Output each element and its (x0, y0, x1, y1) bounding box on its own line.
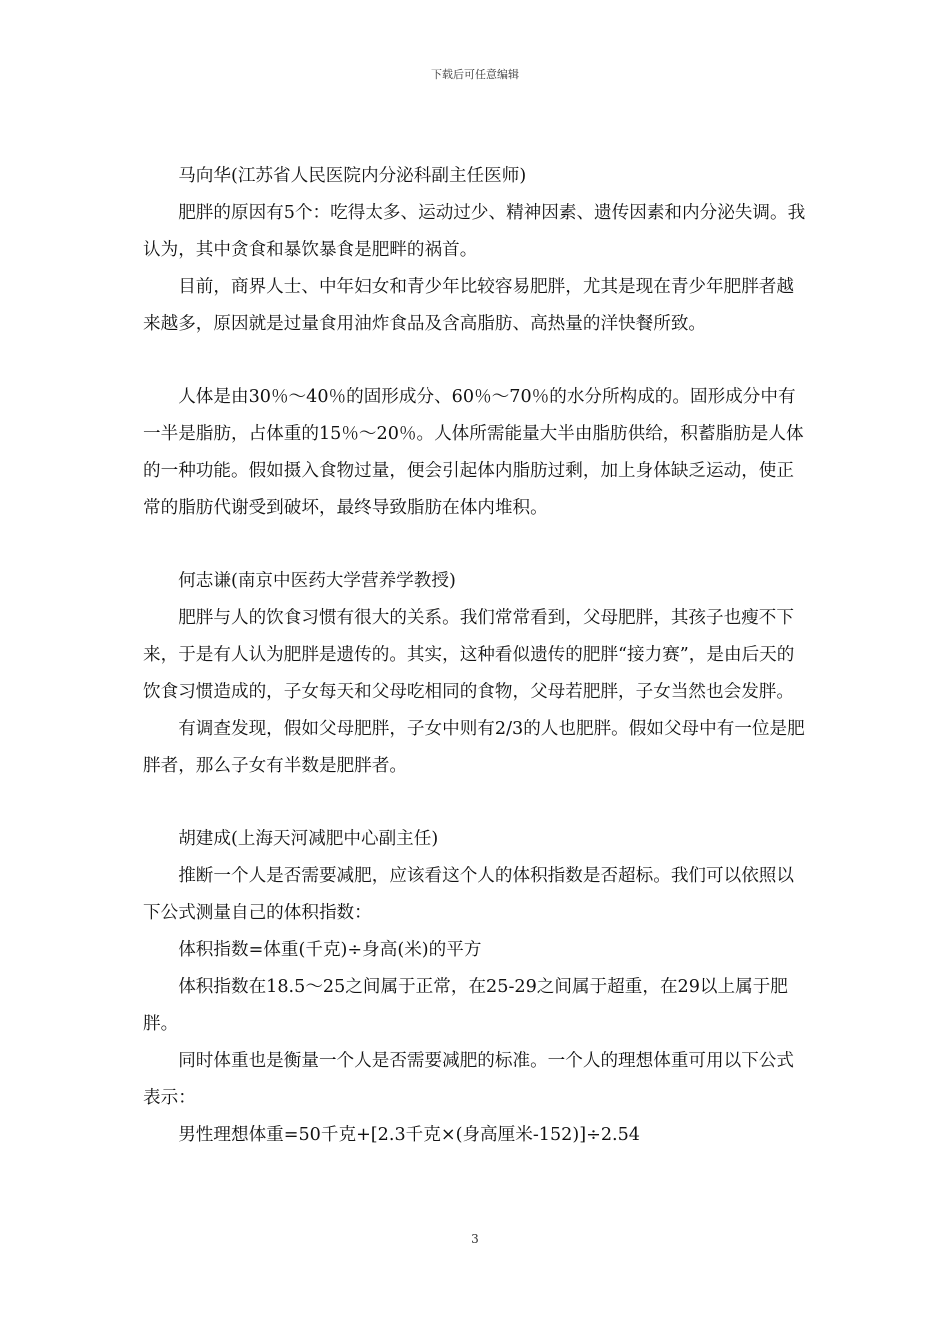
paragraph: 人体是由30％～40％的固形成分、60％～70％的水分所构成的。固形成分中有一半是脂肪，占体重的15％～20％。人体所需能量大半由脂肪供给，积蓄脂肪是人体的一种功能。假如摄入食物过量，便会引起体内脂肪过剩，加上身体缺乏运动，使正常的脂肪代谢受到破坏，最终导致脂肪在体内堆积。 (143, 387, 804, 518)
section-author: 马向华(江苏省人民医院内分泌科副主任医师) (178, 166, 527, 186)
page-body (143, 158, 808, 1154)
paragraph: 推断一个人是否需要减肥，应该看这个人的体积指数是否超标。我们可以依照以下公式测量自己的体积指数： (143, 866, 794, 923)
paragraph: 体积指数在18.5～25之间属于正常，在25-29之间属于超重，在29以上属于肥胖。 (143, 977, 788, 1034)
section-author: 何志谦(南京中医药大学营养学教授) (178, 571, 456, 591)
section-gap (143, 343, 808, 379)
formula: 男性理想体重=50千克+[2.3千克×(身高厘米-152)]÷2.54 (178, 1125, 640, 1145)
section-author: 胡建成(上海天河减肥中心副主任) (178, 829, 439, 849)
paragraph: 肥胖的原因有5个：吃得太多、运动过少、精神因素、遗传因素和内分泌失调。我认为，其中贪食和暴饮暴食是肥畔的祸首。 (143, 203, 806, 260)
page-number: 3 (471, 1232, 479, 1246)
paragraph: 同时体重也是衡量一个人是否需要减肥的标准。一个人的理想体重可用以下公式表示： (143, 1051, 794, 1108)
paragraph: 肥胖与人的饮食习惯有很大的关系。我们常常看到，父母肥胖，其孩子也瘦不下来，于是有人认为肥胖是遗传的。其实，这种看似遗传的肥胖“接力赛”，是由后天的饮食习惯造成的，子女每天和父母吃相同的食物，父母若肥胖，子女当然也会发胖。 (143, 608, 795, 702)
paragraph: 有调查发现，假如父母肥胖，子女中则有2/3的人也肥胖。假如父母中有一位是肥胖者，那么子女有半数是肥胖者。 (143, 719, 805, 776)
section-gap (143, 785, 808, 821)
section-gap (143, 527, 808, 563)
paragraph: 目前，商界人士、中年妇女和青少年比较容易肥胖，尤其是现在青少年肥胖者越来越多，原因就是过量食用油炸食品及含高脂肪、高热量的洋快餐所致。 (143, 277, 794, 334)
page-header: 下载后可任意编辑 (431, 68, 519, 81)
formula: 体积指数=体重(千克)÷身高(米)的平方 (178, 940, 482, 960)
